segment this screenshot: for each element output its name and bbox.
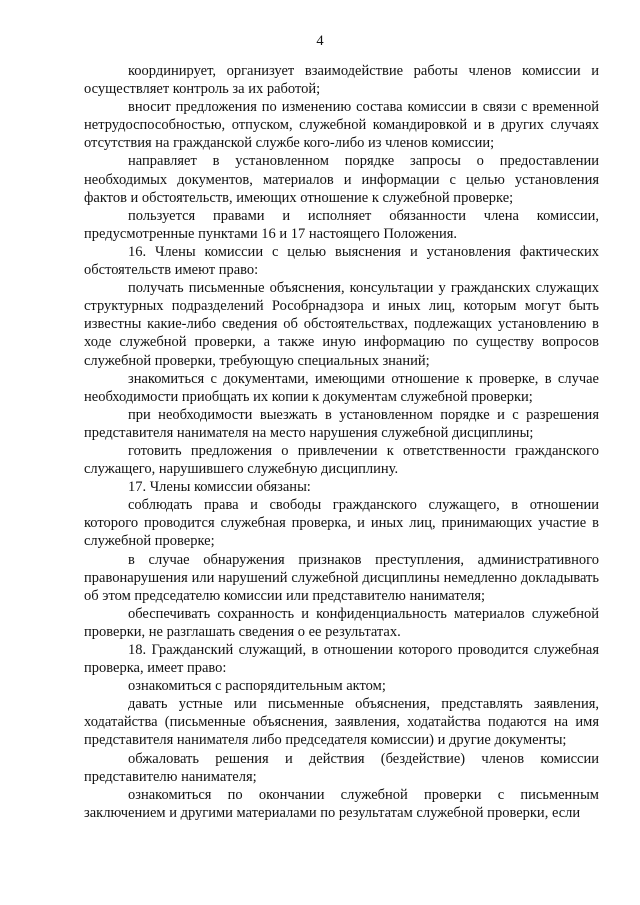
- paragraph: обжаловать решения и действия (бездействие) членов комиссии представителю нанимателя;: [84, 750, 599, 785]
- paragraph: соблюдать права и свободы гражданского служащего, в отношении которого проводится служебная проверка, и иных лиц, принимающих участие в служебной проверке;: [84, 497, 599, 550]
- paragraph: обеспечивать сохранность и конфиденциальность материалов служебной проверки, не разглашать сведения о ее результатах.: [84, 605, 599, 640]
- paragraph: получать письменные объяснения, консультации у гражданских служащих структурных подразделений Рособрнадзора и иных лиц, которым могут быть известны какие-либо сведения об обстоятельствах, подлежащих установлению в ходе служебной проверки, а также иную информацию по существу вопросов служебной проверки, требующую специальных знаний;: [84, 280, 599, 369]
- paragraph: координирует, организует взаимодействие работы членов комиссии и осуществляет контроль за их работой;: [84, 63, 599, 98]
- document-body: [84, 62, 599, 822]
- paragraph: вносит предложения по изменению состава комиссии в связи с временной нетрудоспособностью, отпуском, служебной командировкой и в других случаях отсутствия на гражданской службе кого-либо из членов комиссии;: [84, 99, 599, 152]
- paragraph: в случае обнаружения признаков преступления, административного правонарушения или нарушений служебной дисциплины немедленно докладывать об этом председателю комиссии или представителю нанимателя;: [84, 551, 599, 604]
- paragraph: ознакомиться по окончании служебной проверки с письменным заключением и другими материалами по результатам служебной проверки, если: [84, 786, 599, 821]
- paragraph: давать устные или письменные объяснения, представлять заявления, ходатайства (письменные объяснения, заявления, ходатайства подаются на имя представителя нанимателя либо председателя комиссии) и другие документы;: [84, 696, 599, 749]
- paragraph: ознакомиться с распорядительным актом;: [128, 678, 386, 695]
- page-number: 4: [316, 33, 324, 49]
- paragraph: пользуется правами и исполняет обязанности члена комиссии, предусмотренные пунктами 16 и 17 настоящего Положения.: [84, 207, 599, 242]
- paragraph: направляет в установленном порядке запросы о предоставлении необходимых документов, материалов и информации с целью установления фактов и обстоятельств, имеющих отношение к служебной проверке;: [84, 153, 599, 206]
- paragraph-item-16: 16. Члены комиссии с целью выяснения и установления фактических обстоятельств имеют право:: [84, 243, 599, 279]
- paragraph: при необходимости выезжать в установленном порядке и с разрешения представителя нанимателя на место нарушения служебной дисциплины;: [84, 406, 599, 441]
- paragraph-item-18: 18. Гражданский служащий, в отношении которого проводится служебная проверка, имеет право:: [84, 642, 599, 677]
- paragraph-item-17: 17. Члены комиссии обязаны:: [128, 479, 311, 496]
- paragraph: знакомиться с документами, имеющими отношение к проверке, в случае необходимости приобщать их копии к документам служебной проверки;: [84, 370, 599, 405]
- paragraph: готовить предложения о привлечении к ответственности гражданского служащего, нарушившего служебную дисциплину.: [84, 442, 599, 478]
